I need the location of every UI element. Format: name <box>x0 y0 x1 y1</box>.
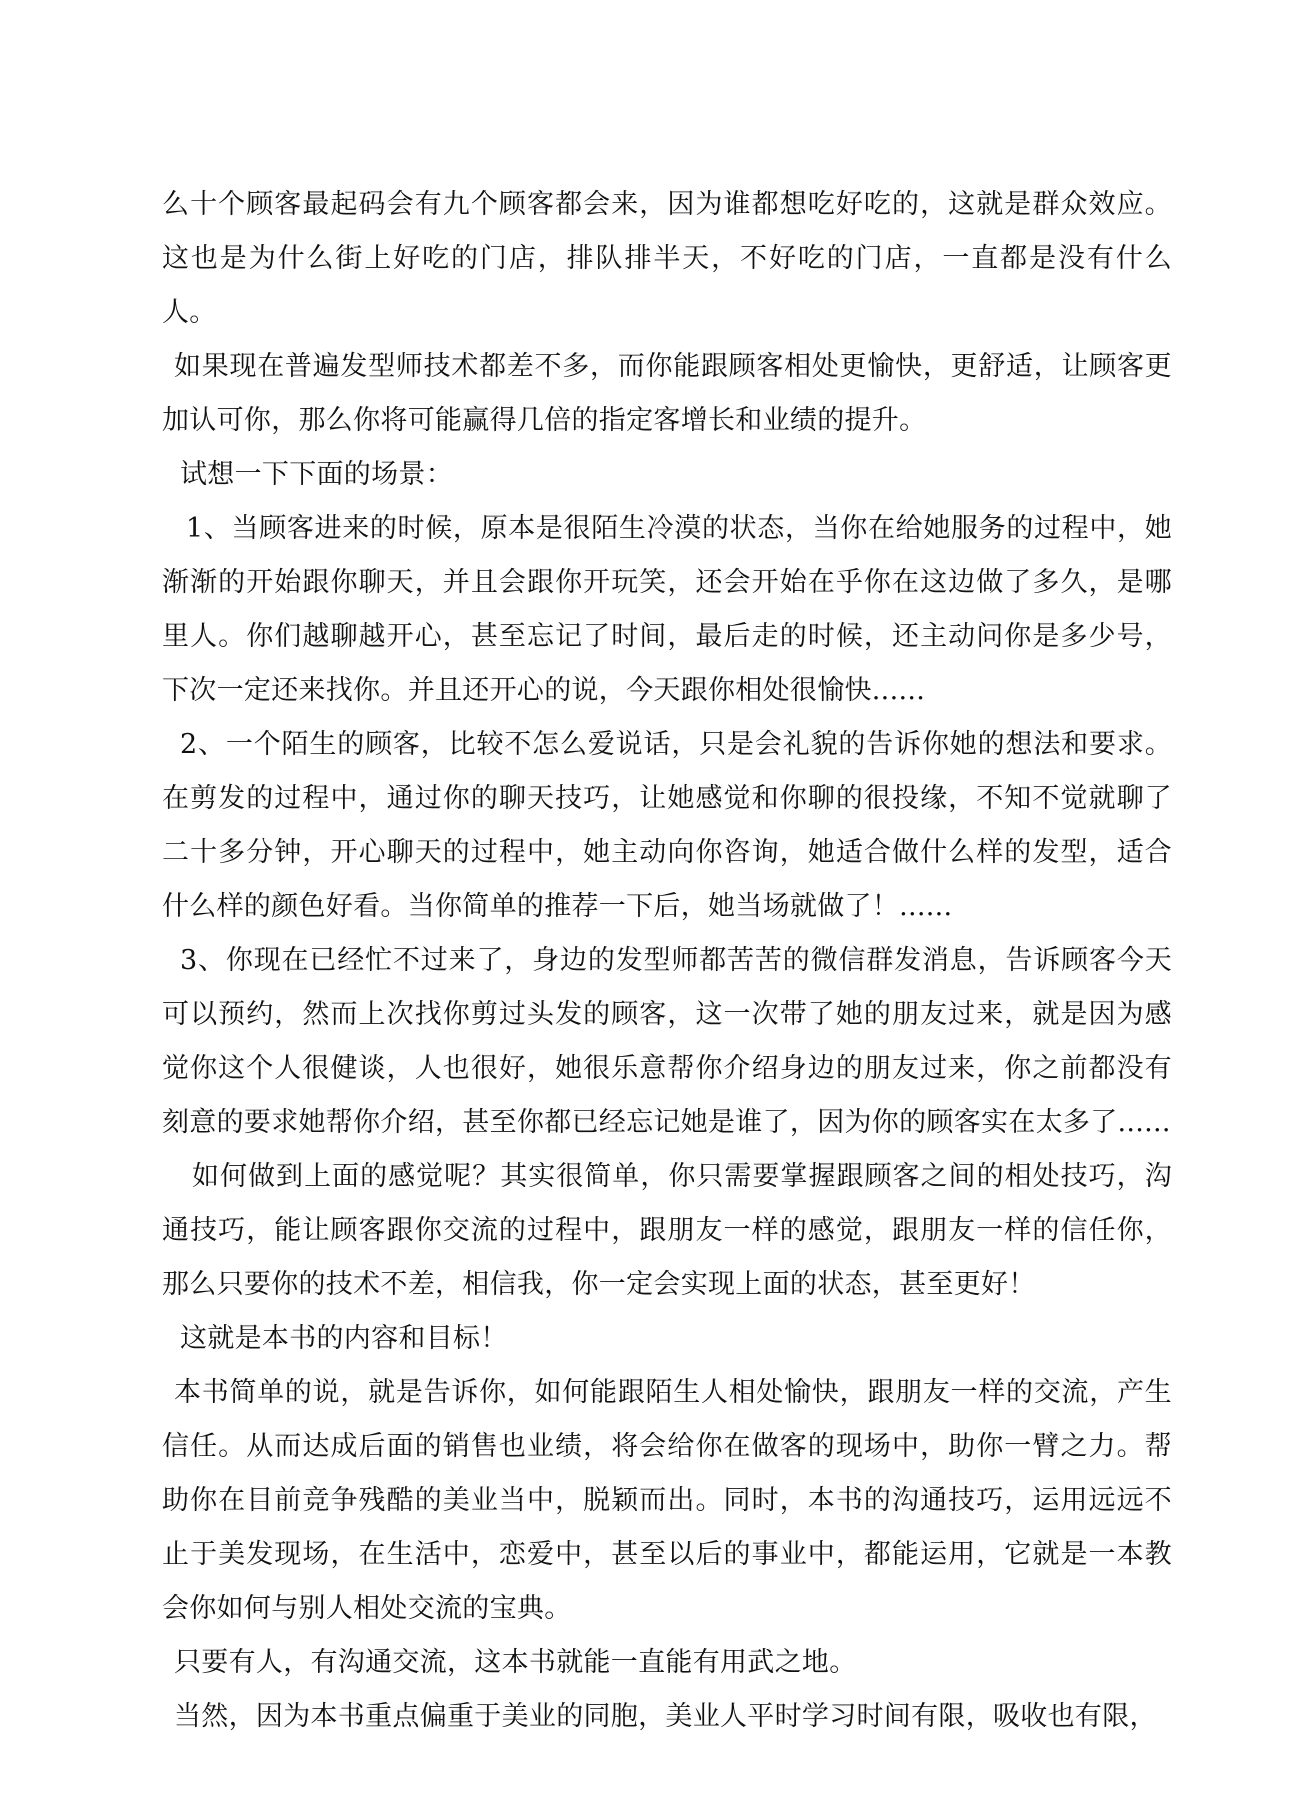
paragraph-skill-comparison: 如果现在普遍发型师技术都差不多，而你能跟顾客相处更愉快，更舒适，让顾客更加认可你，那么你将可能赢得几倍的指定客增长和业绩的提升。 <box>162 351 1172 436</box>
paragraph-usefulness: 只要有人，有沟通交流，这本书就能一直能有用武之地。 <box>174 1647 857 1678</box>
paragraph-scenario-2: 2、一个陌生的顾客，比较不怎么爱说话，只是会礼貌的告诉你她的想法和要求。在剪发的过程中，通过你的聊天技巧，让她感觉和你聊的很投缘，不知不觉就聊了二十多分钟，开心聊天的过程中，她主动向你咨询，她适合做什么样的发型，适合什么样的颜色好看。当你简单的推荐一下后，她当场就做了！...... <box>162 729 1172 922</box>
body-text <box>162 178 1172 1744</box>
paragraph-crowd-effect: 么十个顾客最起码会有九个顾客都会来，因为谁都想吃好吃的，这就是群众效应。这也是为什么街上好吃的门店，排队排半天，不好吃的门店，一直都是没有什么人。 <box>162 189 1172 328</box>
paragraph-book-goal: 这就是本书的内容和目标！ <box>180 1323 508 1354</box>
paragraph-scenario-1: 1、当顾客进来的时候，原本是很陌生冷漠的状态，当你在给她服务的过程中，她渐渐的开始跟你聊天，并且会跟你开玩笑，还会开始在乎你在这边做了多久，是哪里人。你们越聊越开心，甚至忘记了时间，最后走的时候，还主动问你是多少号，下次一定还来找你。并且还开心的说，今天跟你相处很愉快...... <box>162 513 1172 706</box>
paragraph-scenario-3: 3、你现在已经忙不过来了，身边的发型师都苦苦的微信群发消息，告诉顾客今天可以预约，然而上次找你剪过头发的顾客，这一次带了她的朋友过来，就是因为感觉你这个人很健谈，人也很好，她很乐意帮你介绍身边的朋友过来，你之前都没有刻意的要求她帮你介绍，甚至你都已经忘记她是谁了，因为你的顾客实在太多了...... <box>162 945 1172 1138</box>
paragraph-scenario-intro: 试想一下下面的场景： <box>180 459 453 490</box>
paragraph-how-to: 如何做到上面的感觉呢？其实很简单，你只需要掌握跟顾客之间的相处技巧，沟通技巧，能让顾客跟你交流的过程中，跟朋友一样的感觉，跟朋友一样的信任你，那么只要你的技术不差，相信我，你一定会实现上面的状态，甚至更好！ <box>162 1161 1172 1300</box>
paragraph-book-summary: 本书简单的说，就是告诉你，如何能跟陌生人相处愉快，跟朋友一样的交流，产生信任。从而达成后面的销售也业绩，将会给你在做客的现场中，助你一臂之力。帮助你在目前竞争残酷的美业当中，脱颖而出。同时，本书的沟通技巧，运用远远不止于美发现场，在生活中，恋爱中，甚至以后的事业中，都能运用，它就是一本教会你如何与别人相处交流的宝典。 <box>162 1377 1172 1624</box>
paragraph-audience: 当然，因为本书重点偏重于美业的同胞，美业人平时学习时间有限，吸收也有限， <box>174 1701 1157 1732</box>
